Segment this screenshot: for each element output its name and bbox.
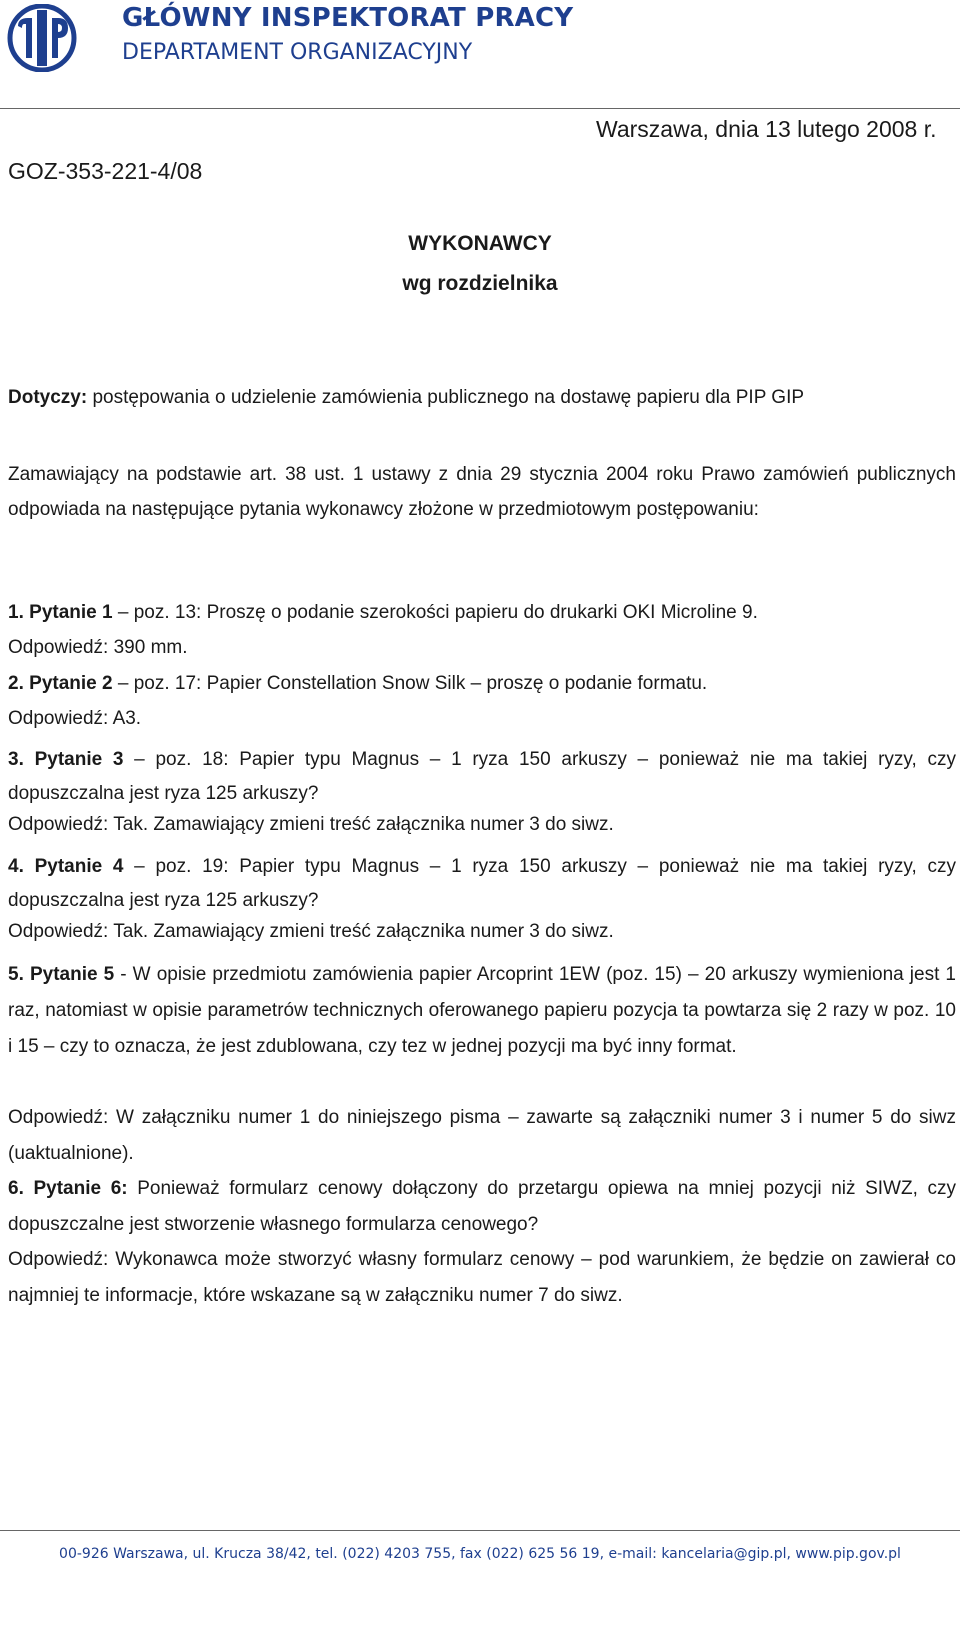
org-name: GŁÓWNY INSPEKTORAT PRACY [122, 3, 574, 33]
question-text: 19: Papier typu Magnus – 1 ryza 150 arkuszy – ponieważ nie ma takiej ryzy, czy dopuszczalna jest ryza 125 arkuszy? [8, 856, 956, 911]
answer-1: Odpowiedź: 390 mm. [8, 637, 188, 658]
footer-divider [0, 1530, 960, 1531]
question-label: Pytanie 6: [33, 1178, 128, 1199]
header-divider [0, 108, 960, 109]
question-text: - W opisie przedmiotu zamówienia papier Arcoprint 1EW (poz. 15) – 20 arkuszy wymieniona jest 1 raz, natomiast w opisie parametrów technicznych oferowanego papieru pozycja ta powtarza się 2 razy w poz. 10 i 15 – czy to oznacza, że jest zdublowana, czy tez w jednej pozycji ma być inny format. [8, 964, 957, 1057]
answer-2: Odpowiedź: A3. [8, 708, 142, 729]
subject-text: postępowania o udzielenie zamówienia publicznego na dostawę papieru dla PIP GIP [87, 387, 805, 408]
question-label: Pytanie 3 [34, 749, 124, 770]
logo [6, 4, 78, 72]
question-poz: – poz. [123, 856, 192, 877]
question-1 [8, 602, 758, 624]
question-number: 1. [8, 602, 24, 623]
question-6 [8, 1171, 956, 1243]
question-poz: – poz. [112, 673, 170, 694]
question-label: Pytanie 4 [34, 856, 124, 877]
subject-label: Dotyczy: [8, 387, 88, 408]
question-2 [8, 673, 707, 695]
question-label: Pytanie 2 [29, 673, 113, 694]
question-poz: – poz. [112, 602, 170, 623]
footer-contact: 00-926 Warszawa, ul. Krucza 38/42, tel. (022) 4203 755, fax (022) 625 56 19, e-mail: kancelaria@gip.pl, www.pip.gov.pl [59, 1546, 901, 1562]
question-number: 4. [8, 856, 24, 877]
intro-paragraph: Zamawiający na podstawie art. 38 ust. 1 ustawy z dnia 29 stycznia 2004 roku Prawo zamówień publicznych odpowiada na następujące pytania wykonawcy złożone w przedmiotowym postępowaniu: [8, 464, 956, 520]
answer-3: Odpowiedź: Tak. Zamawiający zmieni treść załącznika numer 3 do siwz. [8, 814, 614, 835]
question-3 [8, 743, 956, 811]
question-number: 6. [8, 1178, 24, 1199]
recipient-line-1: WYKONAWCY [408, 232, 552, 255]
question-number: 5. [8, 964, 24, 985]
pip-logo-icon [6, 4, 78, 72]
reference-number: GOZ-353-221-4/08 [8, 158, 203, 184]
question-number: 3. [8, 749, 24, 770]
answer-5: Odpowiedź: W załączniku numer 1 do niniejszego pisma – zawarte są załączniki numer 3 i numer 5 do siwz (uaktualnione). [8, 1107, 956, 1164]
question-5 [8, 957, 956, 1065]
answer-4: Odpowiedź: Tak. Zamawiający zmieni treść załącznika numer 3 do siwz. [8, 921, 614, 942]
question-label: Pytanie 1 [29, 602, 113, 623]
letter-date: Warszawa, dnia 13 lutego 2008 r. [596, 116, 937, 142]
question-text: Ponieważ formularz cenowy dołączony do przetargu opiewa na mniej pozycji niż SIWZ, czy dopuszczalne jest stworzenie własnego formularza cenowego? [8, 1178, 956, 1235]
question-text: 17: Papier Constellation Snow Silk – proszę o podanie formatu. [169, 673, 708, 694]
question-poz: – poz. [123, 749, 192, 770]
question-text: 18: Papier typu Magnus – 1 ryza 150 arkuszy – ponieważ nie ma takiej ryzy, czy dopuszczalna jest ryza 125 arkuszy? [8, 749, 956, 804]
question-4 [8, 850, 956, 918]
question-number: 2. [8, 673, 24, 694]
department-name: DEPARTAMENT ORGANIZACYJNY [122, 40, 473, 65]
question-label: Pytanie 5 [29, 964, 115, 985]
answer-6: Odpowiedź: Wykonawca może stworzyć własny formularz cenowy – pod warunkiem, że będzie on zawierał co najmniej te informacje, które wskazane są w załączniku numer 7 do siwz. [8, 1249, 956, 1306]
question-text: 13: Proszę o podanie szerokości papieru do drukarki OKI Microline 9. [169, 602, 758, 623]
recipient-line-2: wg rozdzielnika [402, 272, 558, 295]
subject [8, 387, 804, 409]
